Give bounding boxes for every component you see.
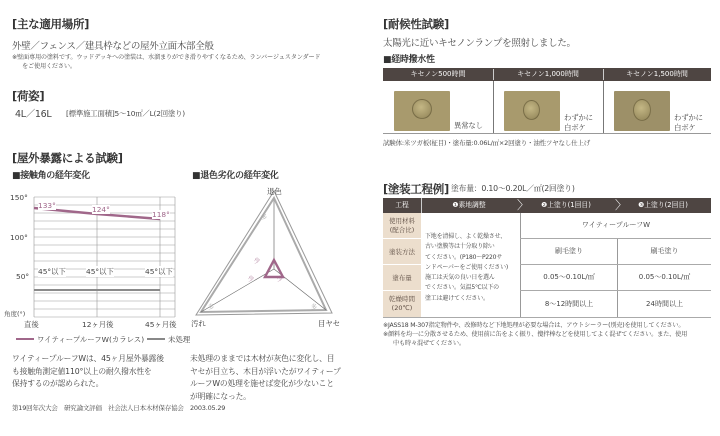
result-1500: わずかに 白ボケ: [674, 113, 703, 132]
row-label-amount: 塗布量: [383, 265, 421, 291]
exposure-title: [屋外暴露による試験]: [12, 151, 123, 165]
radar-axis-bottom-left: 汚れ: [191, 319, 206, 328]
x-tick-1: 12ヶ月後: [82, 320, 114, 329]
amount-step-2: 0.05～0.10L/㎡: [543, 273, 595, 281]
sample-image-1500: [614, 91, 670, 131]
y-tick-50: 50°: [16, 272, 30, 281]
radar-scale-few-left: 少: [248, 276, 255, 283]
exposure-source: 第19回年次大会 研究論文評価 社会法人日本木材保存協会 2003.05.29: [12, 404, 226, 412]
packaging-title: [荷姿]: [12, 89, 45, 103]
result-500: 異常なし: [454, 121, 483, 130]
x-tick-0: 直後: [24, 320, 39, 329]
row-label-drying: 乾燥時間 (20℃): [389, 295, 415, 312]
header-step-1: ❶素地調整: [452, 201, 486, 209]
radar-axis-bottom-right: 目ヤセ: [318, 319, 341, 328]
process-note-1: ※JASS18 M-307指定物件や、改修時など下地処理が必要な場合は、アウトシーラー(別売)を使用してください。: [383, 322, 685, 329]
material-value: ワイティープルーフW: [581, 221, 651, 229]
radar-scale-few-right: 少: [277, 276, 284, 283]
legend-swatch-untreated: [147, 338, 165, 340]
point-label-1: 124°: [92, 205, 110, 214]
row-label-material: 使用材料 (配合比): [383, 213, 421, 239]
method-step-3: 刷毛塗り: [650, 247, 679, 255]
test-spec: 試験体:米ツガ板(柾目)・塗布量:0.06L/㎡×2回塗り・油性ツヤなし仕上げ: [383, 139, 591, 147]
exposure-summary-left: ワイティープルーフWは、45ヶ月屋外暴露後 も接触角測定値110°以上の耐久撥水性を 保持するのが認められた。: [12, 354, 164, 388]
weather-text: 太陽光に近いキセノンランプを照射しました。: [383, 38, 576, 49]
row-label-method: 塗装方法: [383, 239, 421, 265]
process-note-2: ※顔料を均一に分散させるため、使用前に缶をよく振り、攪拌棒などを使用してよく混ぜてください。また、使用: [383, 331, 688, 338]
radar-scale-many-right: 多: [311, 304, 318, 311]
amount-step-3: 0.05～0.10L/㎡: [638, 273, 691, 281]
untreated-label-1: 45°以下: [86, 267, 114, 276]
arrow-icon: 〉: [517, 198, 530, 212]
header-step-3: ❸上塗り(2回目): [638, 201, 688, 209]
legend-swatch-w: [16, 338, 34, 340]
xenon-header-1500: キセノン1,500時間: [626, 70, 688, 78]
x-tick-2: 45ヶ月後: [145, 320, 177, 329]
y-axis-label: 角度(°): [4, 310, 26, 318]
xenon-header-1000: キセノン1,000時間: [517, 70, 579, 78]
weather-title: [耐候性試験]: [383, 17, 449, 31]
surface-prep-text: 下地を清掃し、よく乾燥させ、 古い塗膜等は十分取り除い てください。(P180～P220サ ンドペーパーをご使用ください) 施工は天気の良い日を選ん でください。気温5℃以下の 塗工は避けてください。: [425, 233, 509, 302]
process-note-3: 中も時々混ぜてください。: [393, 340, 465, 347]
contact-angle-title: ■接触角の経年変化: [12, 171, 90, 181]
usage-note-2: をご使用ください。: [22, 63, 76, 70]
radar-scale-few-top: 少: [254, 258, 261, 265]
drying-step-3: 24時間以上: [646, 300, 683, 308]
exposure-summary-right: 未処理のままでは木材が灰色に変化し、目 ヤセが目立ち、木目が浮いたがワイティープ ルーフWの処理を施せば変化が少ないこと が明確になった。: [190, 354, 341, 401]
y-tick-100: 100°: [10, 233, 28, 242]
legend-label-w: ワイティープルーフW(カラレス): [37, 335, 145, 344]
water-repellency-title: ■経時撥水性: [383, 55, 435, 65]
usage-title: [主な適用場所]: [12, 17, 90, 31]
xenon-header-500: キセノン500時間: [410, 70, 466, 78]
untreated-label-2: 45°以下: [145, 267, 173, 276]
drying-step-2: 8～12時間以上: [544, 300, 594, 308]
radar-axis-top: 退色: [267, 187, 282, 196]
header-step-2: ❷上塗り(1回目): [541, 201, 591, 209]
radar-scale-many-top: 多: [261, 214, 268, 221]
point-label-2: 118°: [152, 210, 170, 219]
header-process: 工程: [395, 201, 409, 209]
usage-note-1: ※壁面専用の塗料です。ウッドデッキへの塗装は、水溜まりができ滑りやすくなるため、ランバージュスタンダード: [12, 54, 321, 61]
packaging-coverage: [標準施工面積]5～10㎡／L(2回塗り): [66, 109, 185, 118]
packaging-sizes: 4L／16L: [15, 109, 52, 120]
arrow-icon: 〉: [615, 198, 628, 212]
point-label-0: 133°: [38, 201, 56, 210]
fading-radar-chart: [190, 185, 360, 330]
untreated-label-0: 45°以下: [38, 267, 66, 276]
process-table-header: [383, 198, 711, 213]
sample-image-500: [394, 91, 450, 131]
radar-scale-many-left: 多: [208, 304, 215, 311]
y-tick-150: 150°: [10, 193, 28, 202]
xenon-table-header: [383, 68, 711, 81]
fading-title: ■退色劣化の経年変化: [192, 171, 279, 181]
usage-text: 外壁／フェンス／建具枠などの屋外立面木部全般: [12, 41, 214, 52]
method-step-2: 刷毛塗り: [555, 247, 583, 255]
process-amount: 塗布量：0.10～0.20L／㎡(2回塗り): [451, 184, 575, 193]
result-1000: わずかに 白ボケ: [564, 113, 593, 132]
process-title: [塗装工程例]: [383, 182, 449, 196]
legend-label-untreated: 未処理: [168, 335, 191, 344]
sample-image-1000: [504, 91, 560, 131]
